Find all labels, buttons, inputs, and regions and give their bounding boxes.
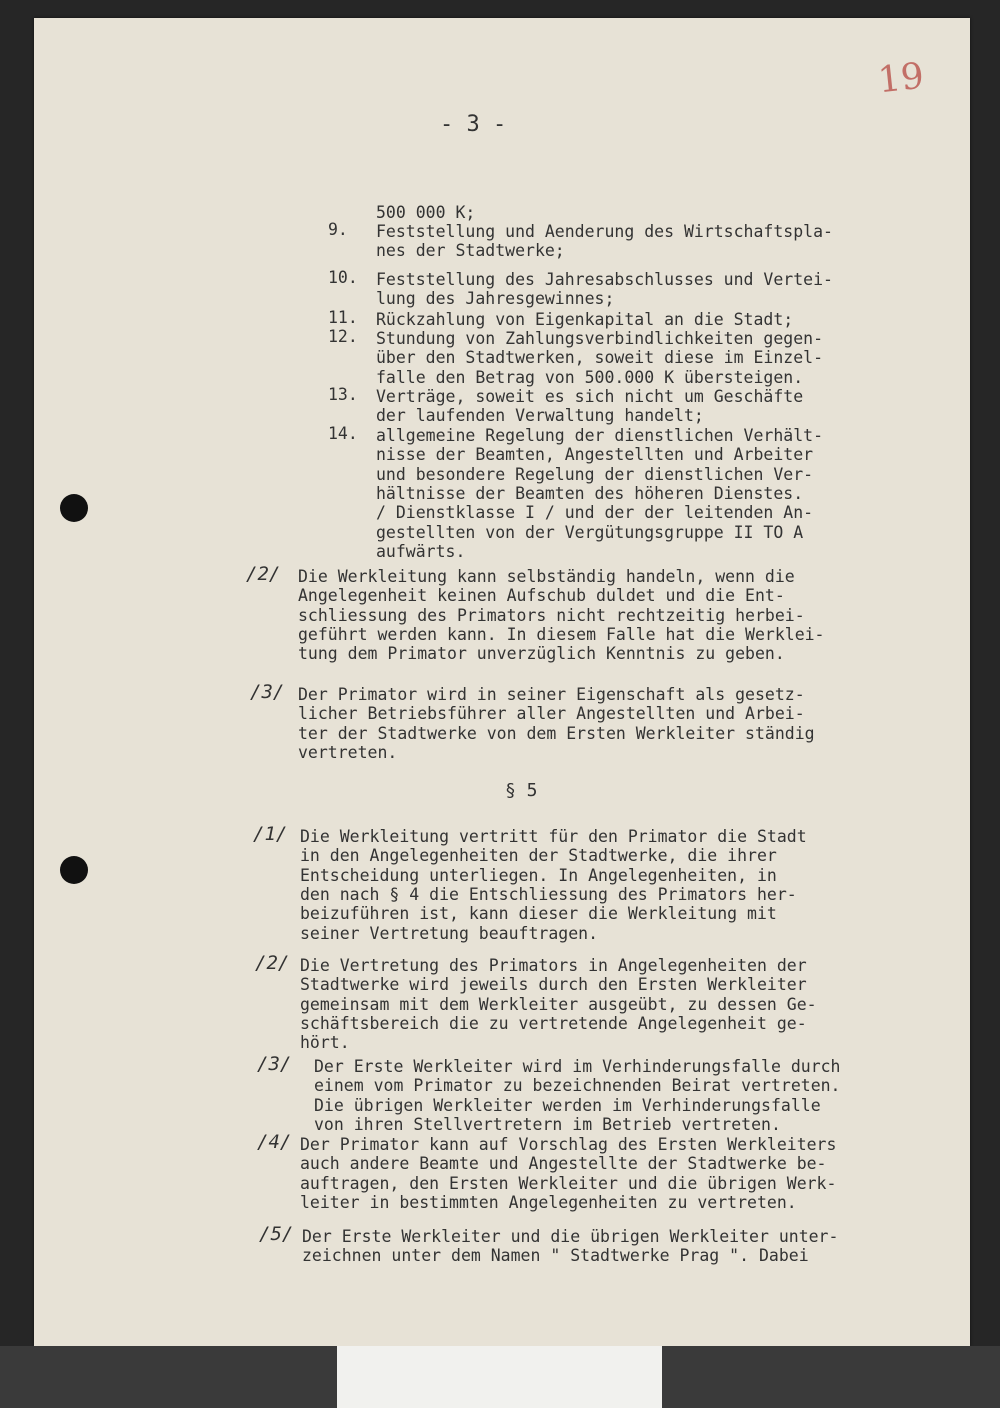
paragraph-line: auftragen, den Ersten Werkleiter und die übrigen Werk- bbox=[300, 1173, 837, 1193]
paragraph-line: einem vom Primator zu bezeichnenden Beirat vertreten. bbox=[314, 1076, 841, 1096]
paragraph-line: beizuführen ist, kann dieser die Werkleitung mit bbox=[300, 904, 777, 924]
list-item-number: 13. bbox=[328, 385, 358, 404]
paragraph-line: in den Angelegenheiten der Stadtwerke, die ihrer bbox=[300, 846, 777, 866]
paragraph-line: vertreten. bbox=[298, 742, 398, 762]
paragraph-line: seiner Vertretung beauftragen. bbox=[300, 923, 599, 943]
scan-background-strip bbox=[0, 1346, 1000, 1408]
paragraph-line: von ihren Stellvertretern im Betrieb vertreten. bbox=[314, 1114, 781, 1134]
paragraph-line: Entscheidung unterliegen. In Angelegenheiten, in bbox=[300, 865, 777, 885]
list-item-line: Rückzahlung von Eigenkapital an die Stadt; bbox=[376, 310, 794, 329]
page-number: - 3 - bbox=[440, 112, 507, 137]
paragraph-line: geführt werden kann. In diesem Falle hat die Werklei- bbox=[298, 624, 825, 644]
list-lead-line: 500 000 K; bbox=[376, 203, 476, 222]
paragraph-line: Angelegenheit keinen Aufschub duldet und die Ent- bbox=[298, 586, 785, 606]
paragraph-line: Stadtwerke wird jeweils durch den Ersten Werkleiter bbox=[300, 975, 807, 995]
paragraph-line: schäftsbereich die zu vertretende Angelegenheit ge- bbox=[300, 1013, 807, 1033]
paragraph-line: Die Werkleitung vertritt für den Primator die Stadt bbox=[300, 827, 807, 846]
folio-number: 19 bbox=[875, 55, 926, 102]
calibration-card bbox=[337, 1346, 662, 1408]
paragraph-line: den nach § 4 die Entschliessung des Primators her- bbox=[300, 884, 797, 904]
list-item-line: aufwärts. bbox=[376, 541, 466, 561]
list-item-line: lung des Jahresgewinnes; bbox=[376, 289, 615, 309]
paragraph-line: ter der Stadtwerke von dem Ersten Werkleiter ständig bbox=[298, 723, 815, 743]
list-item-line: gestellten von der Vergütungsgruppe II TO A bbox=[376, 522, 804, 542]
paragraph-label: /4/ bbox=[257, 1131, 292, 1153]
list-item-line: Feststellung des Jahresabschlusses und Vertei- bbox=[376, 270, 833, 289]
paragraph-label: /3/ bbox=[250, 681, 285, 703]
paragraph-line: schliessung des Primators nicht rechtzeitig herbei- bbox=[298, 605, 805, 625]
list-item-line: Verträge, soweit es sich nicht um Geschäfte bbox=[376, 387, 804, 406]
punch-hole-lower bbox=[60, 856, 88, 884]
paragraph-label: /3/ bbox=[257, 1053, 292, 1075]
paragraph-line: Die Vertretung des Primators in Angelegenheiten der bbox=[300, 956, 807, 975]
punch-hole-upper bbox=[60, 494, 88, 522]
list-item-number: 9. bbox=[328, 220, 348, 239]
paragraph-line: zeichnen unter dem Namen " Stadtwerke Prag ". Dabei bbox=[302, 1246, 809, 1266]
paragraph-line: Die Werkleitung kann selbständig handeln, wenn die bbox=[298, 567, 795, 586]
list-item-number: 11. bbox=[328, 308, 358, 327]
paragraph-label: /2/ bbox=[255, 952, 290, 974]
list-item-line: nes der Stadtwerke; bbox=[376, 241, 565, 261]
list-item-line: allgemeine Regelung der dienstlichen Verhält- bbox=[376, 426, 824, 445]
section-heading: § 5 bbox=[505, 780, 538, 801]
list-item-number: 12. bbox=[328, 327, 358, 346]
list-item-line: der laufenden Verwaltung handelt; bbox=[376, 406, 704, 426]
list-item-line: und besondere Regelung der dienstlichen Ver- bbox=[376, 464, 814, 484]
list-item-line: hältnisse der Beamten des höheren Dienstes. bbox=[376, 483, 804, 503]
list-item-line: falle den Betrag von 500.000 K übersteigen. bbox=[376, 367, 804, 387]
list-item-line: / Dienstklasse I / und der der leitenden An- bbox=[376, 503, 814, 523]
list-item-line: nisse der Beamten, Angestellten und Arbeiter bbox=[376, 445, 814, 465]
paragraph-label: /1/ bbox=[253, 823, 288, 845]
list-item-number: 14. bbox=[328, 424, 358, 443]
list-item-line: über den Stadtwerken, soweit diese im Einzel- bbox=[376, 348, 824, 368]
paragraph-line: gemeinsam mit dem Werkleiter ausgeübt, zu dessen Ge- bbox=[300, 994, 817, 1014]
paragraph-line: Der Erste Werkleiter und die übrigen Werkleiter unter- bbox=[302, 1227, 839, 1246]
paragraph-line: Der Erste Werkleiter wird im Verhinderungsfalle durch bbox=[314, 1057, 841, 1076]
list-item-number: 10. bbox=[328, 268, 358, 287]
paragraph-line: leiter in bestimmten Angelegenheiten zu vertreten. bbox=[300, 1192, 797, 1212]
paragraph-line: Der Primator wird in seiner Eigenschaft als gesetz- bbox=[298, 685, 805, 704]
paragraph-label: /2/ bbox=[246, 563, 281, 585]
paragraph-line: tung dem Primator unverzüglich Kenntnis zu geben. bbox=[298, 644, 785, 664]
paragraph-line: auch andere Beamte und Angestellte der Stadtwerke be- bbox=[300, 1154, 827, 1174]
paragraph-line: Der Primator kann auf Vorschlag des Ersten Werkleiters bbox=[300, 1135, 837, 1154]
list-item-line: Feststellung und Aenderung des Wirtschaftspla- bbox=[376, 222, 833, 241]
list-item-line: Stundung von Zahlungsverbindlichkeiten gegen- bbox=[376, 329, 824, 348]
paragraph-line: licher Betriebsführer aller Angestellten und Arbei- bbox=[298, 704, 805, 724]
paragraph-label: /5/ bbox=[259, 1223, 294, 1245]
paragraph-line: hört. bbox=[300, 1033, 350, 1053]
paragraph-line: Die übrigen Werkleiter werden im Verhinderungsfalle bbox=[314, 1095, 821, 1115]
